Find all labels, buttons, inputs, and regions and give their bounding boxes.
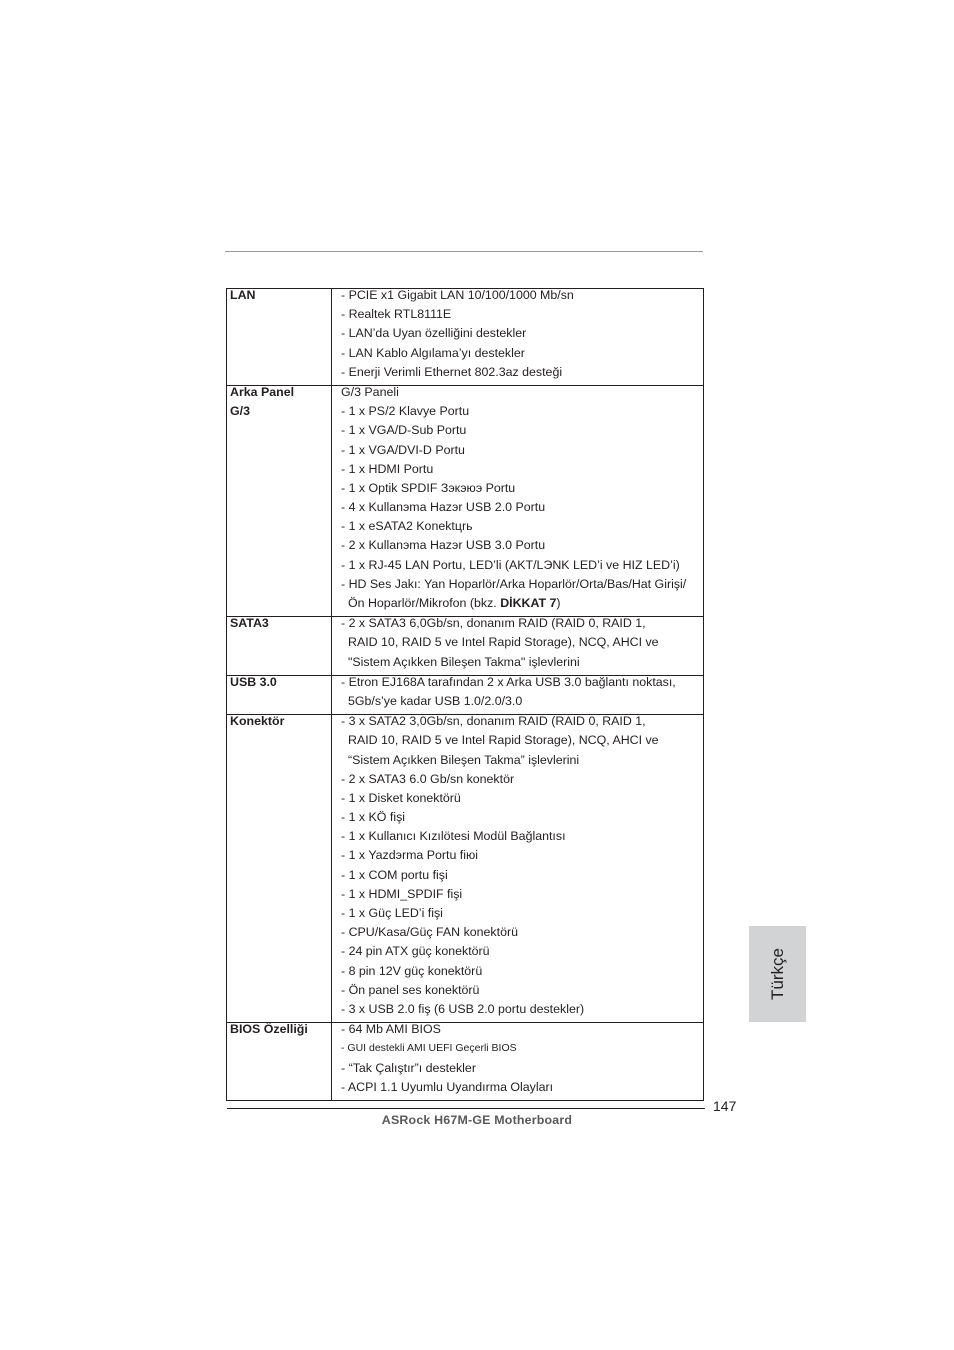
row-items [332, 385, 704, 616]
list-item: - 1 x HDMI_SPDIF fişi [341, 886, 463, 901]
note-reference: DİKKAT 7 [500, 596, 557, 610]
list-item: - 1 x Disket konektörü [341, 790, 461, 805]
row-label [227, 1023, 332, 1101]
list-item: - Etron EJ168A tarafından 2 x Arka USB 3.0 bağlantı noktası, [341, 674, 676, 689]
list-item: - 2 x Kullanэma Hazэr USB 3.0 Portu [341, 538, 546, 553]
list-item: “Sistem Açıkken Bileşen Takma” işlevlerini [348, 752, 580, 767]
row-label-text: Arka Panel [230, 384, 295, 399]
language-tab-label: Türkçe [767, 948, 787, 1000]
list-item: - 3 x USB 2.0 fiş (6 USB 2.0 portu destekler) [341, 1001, 585, 1016]
list-item: - 1 x VGA/D-Sub Portu [341, 423, 467, 438]
row-label [227, 715, 332, 1023]
list-item-text: Ön Hoparlör/Mikrofon (bkz. [348, 596, 501, 610]
list-item: 5Gb/s’ye kadar USB 1.0/2.0/3.0 [348, 693, 523, 708]
list-item: - 1 x VGA/DVI-D Portu [341, 442, 465, 457]
table-row-usb3 [227, 675, 704, 714]
list-item: - HD Ses Jakı: Yan Hoparlör/Arka Hoparlör/Orta/Bas/Hat Girişi/ [341, 576, 687, 591]
list-item: RAID 10, RAID 5 ve Intel Rapid Storage), NCQ, AHCI ve [348, 733, 659, 748]
list-item: RAID 10, RAID 5 ve Intel Rapid Storage), NCQ, AHCI ve [348, 635, 659, 650]
list-item: - GUI destekli AMI UEFI Geçerli BIOS [341, 1042, 517, 1055]
row-label [227, 617, 332, 676]
row-label-text: BIOS Özelliği [230, 1022, 308, 1037]
list-item: - Realtek RTL8111E [341, 307, 452, 322]
page-number: 147 [713, 1098, 737, 1114]
list-item: - 3 x SATA2 3,0Gb/sn, donanım RAID (RAID 0, RAID 1, [341, 714, 646, 729]
list-item: - Ön panel ses konektörü [341, 982, 480, 997]
list-item: - 1 x COM portu fişi [341, 867, 448, 882]
table-row-sata3 [227, 617, 704, 676]
list-item: - 1 x Kullanıcı Kızılötesi Modül Bağlantısı [341, 829, 566, 844]
footer-title: ASRock H67M-GE Motherboard [381, 1113, 573, 1127]
list-item: - 64 Mb AMI BIOS [341, 1022, 441, 1037]
list-item: - 2 x SATA3 6,0Gb/sn, donanım RAID (RAID 0, RAID 1, [341, 616, 646, 631]
list-item: - 1 x HDMI Portu [341, 461, 434, 476]
list-item: - 24 pin ATX güç konektörü [341, 944, 490, 959]
list-item: - 1 x KÖ fişi [341, 810, 406, 825]
row-label-text: SATA3 [230, 616, 269, 631]
list-item: - 4 x Kullanэma Hazэr USB 2.0 Portu [341, 500, 546, 515]
list-item-text: ) [556, 596, 561, 610]
footer-rule [227, 1108, 705, 1109]
row-items [332, 715, 704, 1023]
header-rule [225, 251, 703, 252]
table-row-lan [227, 289, 704, 386]
row-items [332, 1023, 704, 1101]
list-item: - 1 x eSATA2 Konektцrь [341, 519, 473, 534]
list-item: - 1 x Yazdэrma Portu fiюi [341, 848, 479, 863]
list-item: - CPU/Kasa/Güç FAN konektörü [341, 925, 518, 940]
row-label [227, 675, 332, 714]
table-row-rear-panel [227, 385, 704, 616]
list-item: - 8 pin 12V güç konektörü [341, 963, 483, 978]
spec-table [226, 288, 704, 1101]
row-label-text: Konektör [230, 714, 285, 729]
list-item: - 1 x Güç LED’i fişi [341, 906, 443, 920]
row-label-text: USB 3.0 [230, 674, 277, 689]
row-label-text: LAN [230, 288, 256, 302]
table-row-connector [227, 715, 704, 1023]
language-tab [749, 926, 806, 1022]
list-item: - LAN Kablo Algılama’yı destekler [341, 345, 525, 360]
row-items [332, 617, 704, 676]
list-item: - Enerji Verimli Ethernet 802.3az desteği [341, 364, 563, 379]
row-label [227, 289, 332, 386]
list-item: - PCIE x1 Gigabit LAN 10/100/1000 Mb/sn [341, 288, 574, 302]
list-item: - “Tak Çalıştır”ı destekler [341, 1060, 476, 1075]
list-item: - 2 x SATA3 6.0 Gb/sn konektör [341, 771, 515, 786]
list-item: - 1 x Optik SPDIF Зэкэюэ Portu [341, 480, 516, 495]
list-item: - 1 x RJ-45 LAN Portu, LED’li (AKT/LЭNK LED’i ve HIZ LED’i) [341, 557, 680, 572]
row-label [227, 385, 332, 616]
row-label-text: G/3 [230, 404, 250, 419]
list-item [341, 597, 703, 616]
list-item: G/3 Paneli [341, 384, 399, 399]
list-item: - ACPI 1.1 Uyumlu Uyandırma Olayları [341, 1079, 554, 1094]
list-item: - 1 x PS/2 Klavye Portu [341, 404, 470, 419]
row-items [332, 289, 704, 386]
list-item: - LAN’da Uyan özelliğini destekler [341, 326, 527, 341]
list-item: "Sistem Açıkken Bileşen Takma" işlevlerini [348, 654, 580, 669]
row-items [332, 675, 704, 714]
table-row-bios [227, 1023, 704, 1101]
